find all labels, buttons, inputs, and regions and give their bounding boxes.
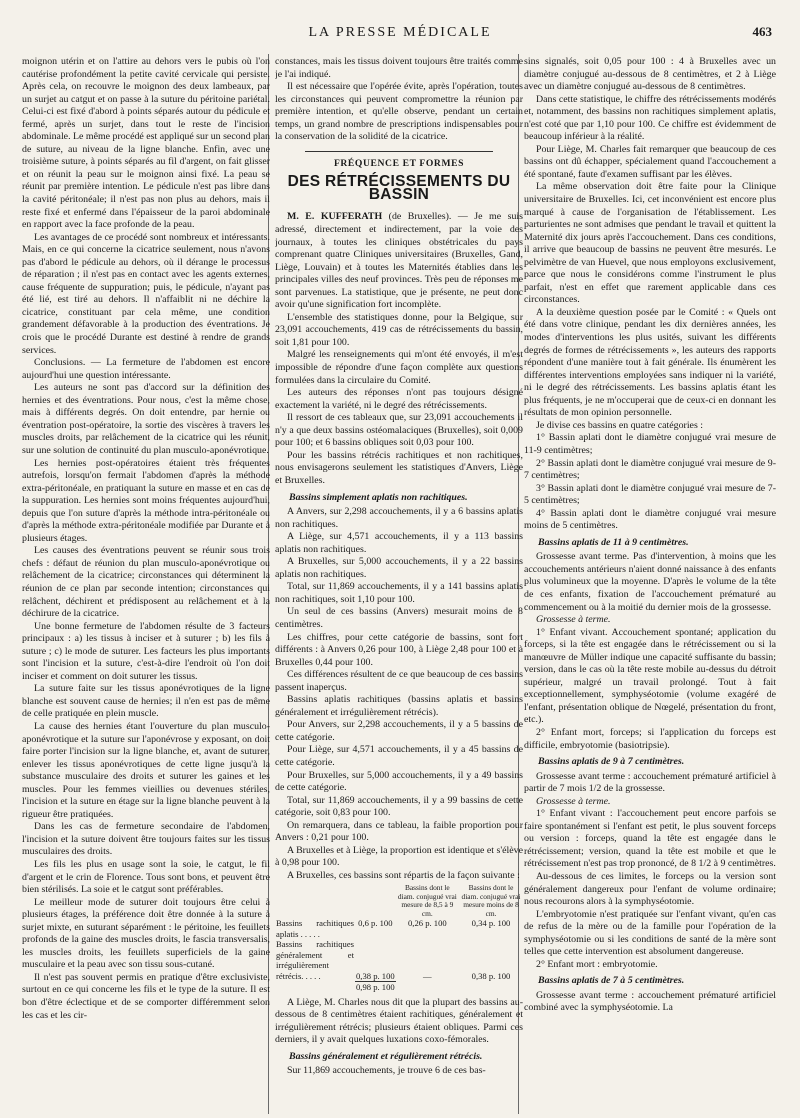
pelvis-distribution-table xyxy=(275,884,523,992)
paragraph: Les hernies post-opératoires étaient très fréquentes autrefois, lorsqu'on fermait l'abdomen d'après la méthode extra-péritonéale, en pratiquant la suture en masse et en cas de la suppuration. Les hernies sont moins fréquentes aujourd'hui, depuis que l'on suture d'après la méthode intra-péritonéale ou d'après la méthode extra-péritonéale modifiée par Durante et à plusieurs étages. xyxy=(22,457,270,544)
section-rule xyxy=(305,151,493,152)
paragraph: Il n'est pas souvent permis en pratique d'être exclusiviste, surtout en ce qui concerne les fils et le type de la suture. Il est bon d'être éclectique et de se comporter différemment selon les cas et les cir- xyxy=(22,971,270,1021)
paragraph: 1° Enfant vivant. Accouchement spontané; application du forceps, si la tête est engagée dans le rétrécissement ou si la manœuvre de Müller indique une capacité suffisante du bassin; version, dans le cas où la tête reste mobile au-dessus du détroit supérieur, malgré un travail prolongé. Tout à fait exceptionnellement, symphyséotomie (volume exagéré de l'enfant, présentation oblique de Nœgelé, présentation du front, etc.). xyxy=(524,626,776,726)
table-cell: — xyxy=(423,971,432,982)
paragraph: 2° Enfant mort, forceps; si l'application du forceps est difficile, embryotomie (basiotripsie). xyxy=(524,726,776,751)
paragraph: Malgré les renseignements qui m'ont été envoyés, il m'est impossible de répondre d'une façon complète aux questions formulées dans la circulaire du Comité. xyxy=(275,349,523,386)
paragraph: Conclusions. — La fermeture de l'abdomen est encore aujourd'hui une question intéressante. xyxy=(22,357,270,381)
paragraph: Ces différences résultent de ce que beaucoup de ces bassins passent inaperçus. xyxy=(275,669,523,693)
paragraph: Dans cette statistique, le chiffre des rétrécissements modérés et, notamment, des bassins non rachitiques simplement aplatis, n'est coté que par 1,10 pour 100. Ce chiffre est évidemment de beaucoup inférieur à la réalité. xyxy=(524,93,776,143)
column-middle xyxy=(275,56,523,1111)
author-paragraph xyxy=(275,211,523,311)
paragraph: A Anvers, sur 2,298 accouchements, il y a 6 bassins aplatis non rachitiques. xyxy=(275,506,523,530)
paragraph: Les chiffres, pour cette catégorie de bassins, sont fort différents : à Anvers 0,26 pour 100, à Liège 2,48 pour 100 et à Bruxelles 0,44 pour 100. xyxy=(275,631,523,668)
table-cell: 0,38 p. 100 xyxy=(356,970,395,981)
page-number: 463 xyxy=(752,24,772,39)
running-head: LA PRESSE MÉDICALE xyxy=(308,25,492,40)
paragraph: Grossesse à terme. xyxy=(536,614,611,626)
paragraph: Pour les bassins rétrécis rachitiques et non rachitiques, nous envisagerons seulement les statistiques d'Anvers, Liège et Bruxelles. xyxy=(275,449,523,486)
article-title: DES RÉTRÉCISSEMENTS DU BASSIN xyxy=(287,173,511,203)
paragraph: Le meilleur mode de suturer doit toujours être celui à plusieurs étages, la préférence doit être donnée à la suture à surjet mixte, en suturant séparément : le péritoine, les feuillets profonds de la gaine des muscles droits, le fascia transversalis, les muscles droits, les feuillets superficiels de la gaine musculaire et la peau avec son tissu sous-cutané. xyxy=(22,896,270,971)
subsection-heading: Bassins généralement et régulièrement rétrécis. xyxy=(289,1050,483,1062)
column-right xyxy=(524,56,776,1111)
subsection-heading: Bassins aplatis de 9 à 7 centimètres. xyxy=(538,756,685,768)
paragraph: La cause des hernies étant l'ouverture du plan musculo-aponévrotique et la suture sur l'aponévrose y exposant, on doit faire porter l'incision sur la ligne blanche, et, avant de suturer, enlever les tissus aponévrotiques de cette ligne jusqu'à la substance musculaire des droits et suturer les gaines et les muscles. Pour les femmes vieillies ou devenues stériles, l'incision et la suture en étage sur la ligne blanche peuvent à la rigueur être pratiquées. xyxy=(22,720,270,820)
paragraph: A Liège, M. Charles nous dit que la plupart des bassins au-dessous de 8 centimètres étaient rachitiques, généralement et irrégulièrement rétrécis; plusieurs étaient obliques. Parmi ces derniers, il y avait quelques luxations coxo-fémorales. xyxy=(275,996,523,1046)
subsection-heading: Bassins simplement aplatis non rachitiques. xyxy=(289,491,468,503)
paragraph: 1° Enfant vivant : l'accouchement peut encore parfois se faire spontanément si l'enfant est petit, le plus souvent forceps ou version : forceps, quand la tête est engagée dans le rétrécissement; version, quand la tête est mobile et que le rétrécissement n'est pas trop prononcé, de 8 1/2 à 9 centimètres. xyxy=(524,808,776,870)
paragraph: Les avantages de ce procédé sont nombreux et intéressants. Mais, en ce qui concerne la cicatrice seulement, nous n'avons pas d'abord le pédicule au dehors, où il dérange le processus de réparation ; il n'est pas en contact avec les agents externes, cause fréquente de suppuration; puis, le pédicule, n'ayant pas été lié, est tiré au dehors. Il n'affaiblit ni ne déchire la cicatrice, constituant par cela même, une condition grandement défavorable à la production des éventrations. Je crois que le procédé Durante est destiné à rendre de grands services. xyxy=(22,231,270,356)
paragraph: 2° Enfant mort : embryotomie. xyxy=(536,958,658,970)
table-row xyxy=(275,918,523,939)
paragraph: sins signalés, soit 0,05 pour 100 : 4 à Bruxelles avec un diamètre conjugué au-dessous de 8 centimètres, et 2 à Liège avec un diamètre conjugué au-dessous de 8 centimètres. xyxy=(524,56,776,93)
article-kicker: FRÉQUENCE ET FORMES xyxy=(333,157,465,169)
paragraph: Une bonne fermeture de l'abdomen résulte de 3 facteurs principaux : a) les tissus à inciser et à suturer ; b) les fils à suture ; c) le mode de suturer. Les facteurs les plus importants sont l'incision et la suture, c'est-à-dire l'endroit où l'on doit inciser et comment on doit suturer les tissus. xyxy=(22,620,270,682)
table-cell: 0,34 p. 100 xyxy=(471,918,511,929)
list-item: 2° Bassin aplati dont le diamètre conjugué vrai mesure de 9-7 centimètres; xyxy=(524,457,776,482)
table-row-label: Bassins rachitiques généralement et irrégulièrement rétrécis. . . . . xyxy=(276,939,354,982)
table-cell: 0,38 p. 100 xyxy=(471,971,511,982)
paragraph: Les auteurs des réponses n'ont pas toujours désigné exactement la variété, ni le degré des rétrécissements. xyxy=(275,387,523,411)
subsection-heading: Bassins aplatis de 11 à 9 centimètres. xyxy=(538,536,689,548)
paragraph: Pour Bruxelles, sur 5,000 accouchements, il y a 49 bassins de cette catégorie. xyxy=(275,769,523,794)
paragraph: Au-dessous de ces limites, le forceps ou la version sont généralement dangereux pour l'enfant de volume ordinaire; nous recourons alors à la symphyséotomie. xyxy=(524,871,776,908)
table-row-label: Bassins rachitiques aplatis . . . . . xyxy=(276,918,354,939)
paragraph: Pour Anvers, sur 2,298 accouchements, il y a 5 bassins de cette catégorie. xyxy=(275,719,523,743)
paragraph: Je divise ces bassins en quatre catégories : xyxy=(536,419,703,431)
paragraph: Sur 11,869 accouchements, je trouve 6 de ces bas- xyxy=(287,1065,486,1077)
paragraph: Grossesse à terme. xyxy=(536,795,611,807)
paragraph: Total, sur 11,869 accouchements, il y a 99 bassins de cette catégorie, soit 0,83 pour 100. xyxy=(275,794,523,819)
paragraph: Bassins aplatis rachitiques (bassins aplatis et bassins généralement et irrégulièrement rétrécis). xyxy=(275,694,523,718)
paragraph: A Bruxelles, ces bassins sont répartis de la façon suivante : xyxy=(287,869,520,881)
table-header: Bassins dont le diam. conjugué vrai mesure moins de 8 cm. xyxy=(461,883,521,918)
list-item: 4° Bassin aplati dont le diamètre conjugué vrai mesure moins de 5 centimètres. xyxy=(524,507,776,532)
list-item: 3° Bassin aplati dont le diamètre conjugué vrai mesure de 7-5 centimètres; xyxy=(524,482,776,507)
paragraph: Total, sur 11,869 accouchements, il y a 141 bassins aplatis non rachitiques, soit 1,10 pour 100. xyxy=(275,581,523,605)
paragraph: On remarquera, dans ce tableau, la faible proportion pour Anvers : 0,21 pour 100. xyxy=(275,819,523,844)
table-cell: 0,6 p. 100 xyxy=(358,918,393,929)
paragraph: Grossesse avant terme : accouchement prématuré artificiel combiné avec la symphyséotomie. La xyxy=(524,989,776,1014)
author-name: M. E. KUFFERATH xyxy=(287,211,383,223)
author-text: (de Bruxelles). — Je me suis adressé, directement et indirectement, par la voie des journaux, à toutes les cliniques obstétricales du pays comprenant quatre Cliniques universitaires (Bruxelles, Gand, Liège, Louvain) et à toutes les Maternités établies dans les principales villes des neuf provinces. Très peu de réponses me sont parvenues. La statistique, que je présente, ne peut donc avoir qu'une signification fort incomplète. xyxy=(275,211,523,311)
table-header: Bassins dont le diam. conjugué vrai mesure de 8,5 à 9 cm. xyxy=(397,883,457,918)
paragraph: La même observation doit être faite pour la Clinique universitaire de Bruxelles. Ici, cet inconvénient est encore plus marqué à cause de l'organisation de l'établissement. Les parturientes ne sont admises que pendant le travail et quittent la Maternité dix jours après l'accouchement. Dans ces conditions, il arrive que beaucoup de bassins ne peuvent être mesurés. Le pelvimètre de van Huevel, que nous employons exclusivement, parce que nous le considérons comme l'instrument le plus parfait, n'est en effet que rarement applicable dans ces circonstances. xyxy=(524,181,776,306)
paragraph: Un seul de ces bassins (Anvers) mesurait moins de 8 centimètres. xyxy=(275,606,523,630)
paragraph: moignon utérin et on l'attire au dehors vers le pubis où l'on cautérise profondément la petite cavité cervicale qui persiste. Après cela, on recouvre le moignon des deux lambeaux, par un surjet au catgut et on passe à la suture du péritoine pariétal. Celui-ci est fixé d'abord à points séparés autour du pédicule et fermé, après un surjet, dans tout le reste de l'incision abdominale. Le même procédé est appliqué sur un second plan de suture, au niveau de la ligne blanche. Enfin, avec une troisième suture, à points séparés au fil d'argent, on fait glisser et on réunit la peau sur le moignon ainsi fixé. La peau se réunit par première intention. Le pédicule n'est pas libre dans la cavité péritonéale; il n'est pas non plus au dehors, mais il reste fixé et enfermé dans l'épaisseur de la paroi abdominale en rapport avec la face profonde de la peau. xyxy=(22,56,270,231)
paragraph: A la deuxième question posée par le Comité : « Quels ont été dans votre clinique, pendant les dix dernières années, les modes d'interventions les plus usités, suivant les différents degrés de formes de rétrécissements », les auteurs des rapports répondent d'une manière tout à fait générale. Ils énumèrent les différentes interventions employées sans indiquer ni la variété, ni le degré des rétrécissements. Les bassins aplatis étant les plus fréquents, je ne m'occuperai que de ceux-ci en donnant les résultats de mon opinion personnelle. xyxy=(524,306,776,419)
paragraph: Il ressort de ces tableaux que, sur 23,091 accouchements il n'y a que deux bassins ostéomalaciques (Bruxelles), soit 0,009 pour 100; et 6 bassins obliques soit 0,03 pour 100. xyxy=(275,412,523,449)
paragraph: Il est nécessaire que l'opérée évite, après l'opération, toutes les circonstances qui peuvent compromettre la réunion par première intention, et qu'elle observe, pendant un certain temps, un grand nombre de prescriptions indispensables pour la conservation de la solidité de la cicatrice. xyxy=(275,81,523,143)
paragraph: constances, mais les tissus doivent toujours être traités comme je l'ai indiqué. xyxy=(275,56,523,80)
paragraph: A Liège, sur 4,571 accouchements, il y a 113 bassins aplatis non rachitiques. xyxy=(275,531,523,555)
paragraph: Les causes des éventrations peuvent se réunir sous trois chefs : défaut de réunion du plan musculo-aponévrotique ou relâchement de la cicatrice; circonstances qui déterminent la réunion de ce plan par seconde intention; circonstances qui relâchent, déchirent et prédisposent au relâchement et à la déchirure de la cicatrice. xyxy=(22,545,270,620)
column-left xyxy=(22,56,270,1111)
paragraph: Les auteurs ne sont pas d'accord sur la définition des hernies et des éventrations. Pour nous, c'est la même chose, mais à différents degrés. On doit entendre, par hernie ou éventration post-opératoire, la sortie des viscères à travers les muscles droits, par relâchement de la cicatrice qui les réunit, sur une solution de continuité du plan musculo-aponévrotique. xyxy=(22,382,270,456)
paragraph: La suture faite sur les tissus aponévrotiques de la ligne blanche est souvent cause de hernies; il n'en est pas de même de celle pratiquée en plein muscle. xyxy=(22,683,270,720)
paragraph: Pour Liège, M. Charles fait remarquer que beaucoup de ces bassins ont dû échapper, spécialement quand l'accouchement a été spontané, faute d'examen suffisant par les élèves. xyxy=(524,143,776,180)
table-row xyxy=(275,939,523,981)
paragraph: Dans les cas de fermeture secondaire de l'abdomen, l'incision et la suture doivent être toujours faites sur les tissus musculaires des droits. xyxy=(22,821,270,858)
table-cell: 0,26 p. 100 xyxy=(408,918,447,929)
list-item: 1° Bassin aplati dont le diamètre conjugué vrai mesure de 11-9 centimètres; xyxy=(524,432,776,456)
paragraph: A Bruxelles, sur 5,000 accouchements, il y a 22 bassins aplatis non rachitiques. xyxy=(275,556,523,580)
paragraph: Les fils les plus en usage sont la soie, le catgut, le fil d'argent et le crin de Florence. Tous sont bons, et peuvent être bien stérilisés. La soie et le catgut sont préférables. xyxy=(22,859,270,896)
subsection-heading: Bassins aplatis de 7 à 5 centimètres. xyxy=(538,975,685,987)
table-row xyxy=(275,982,523,993)
paragraph: L'ensemble des statistiques donne, pour la Belgique, sur 23,091 accouchements, 419 cas de rétrécissements du bassin, soit 1,81 pour 100. xyxy=(275,311,523,348)
paragraph: A Bruxelles et à Liège, la proportion est identique et s'élève à 0,98 pour 100. xyxy=(275,844,523,869)
table-total: 0,98 p. 100 xyxy=(356,982,395,993)
paragraph: Pour Liège, sur 4,571 accouchements, il y a 45 bassins de cette catégorie. xyxy=(275,744,523,768)
paragraph: Grossesse avant terme : accouchement prématuré artificiel à partir de 7 mois 1/2 de la grossesse. xyxy=(524,770,776,795)
paragraph: L'embryotomie n'est pratiquée sur l'enfant vivant, qu'en cas de refus de la mère ou de la famille pour l'opération de la symphyséotomie ou si les conditions de santé de la mère sont telles que cette intervention est absolument dangereuse. xyxy=(524,908,776,958)
paragraph: Grossesse avant terme. Pas d'intervention, à moins que les accouchements antérieurs n'aient donné naissance à des enfants plus volumineux que la moyenne. D'après le volume de la tête de ces enfants, fixation de l'accouchement prématuré au commencement ou à la moitié du dernier mois de la grossesse. xyxy=(524,551,776,613)
